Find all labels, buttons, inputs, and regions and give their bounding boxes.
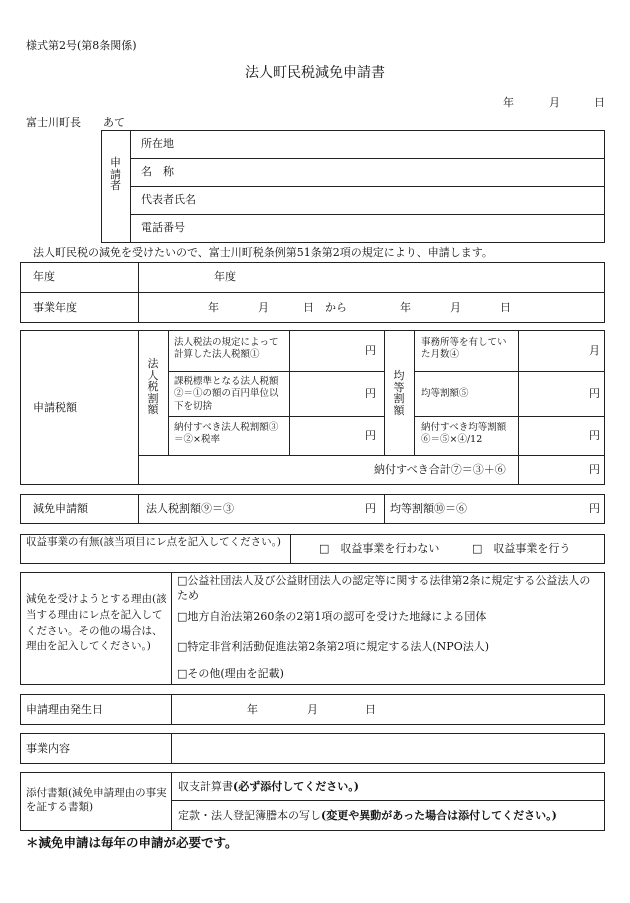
corp-tax-row-1: 法人税法の規定によって計算した法人税額①: [174, 337, 279, 361]
reduction-label: 減免申請額: [33, 502, 88, 515]
date-month: 月: [549, 96, 560, 109]
reduction-equal: 均等割額⑩＝⑥: [390, 502, 467, 515]
fiscal-year-label: 年度: [33, 270, 55, 283]
business-year-label: 事業年度: [33, 301, 77, 314]
applicant-label: 申 請 者: [110, 156, 121, 193]
phone-field[interactable]: 電話番号: [141, 221, 185, 234]
business-year-y2[interactable]: 年: [400, 301, 411, 314]
occurrence-year[interactable]: 年: [247, 703, 258, 716]
reason-option-community[interactable]: □地方自治法第260条の2第1項の認可を受けた地縁による団体: [177, 610, 487, 623]
address-field[interactable]: 所在地: [141, 137, 174, 150]
reason-option-public-interest[interactable]: □公益社団法人及び公益財団法人の認定等に関する法律第2条に規定する公益法人のため: [177, 574, 591, 602]
profit-option-yes[interactable]: □ 収益事業を行う: [472, 542, 571, 555]
attachment-item-2-note: (変更や異動があった場合は添付してください。): [321, 809, 557, 822]
reason-label: 減免を受けようとする理由(該当する理由にレ点を記入してください。その他の場合は、理由を記入してください。): [26, 593, 167, 653]
occurrence-day[interactable]: 日: [365, 703, 376, 716]
date-year: 年: [503, 96, 514, 109]
yen-unit-2: 円: [365, 387, 376, 400]
business-year-d1[interactable]: 日: [303, 301, 314, 314]
equal-tax-row-3: 納付すべき均等割額⑥＝⑤×④/12: [421, 422, 507, 446]
attachment-item-1: [178, 780, 359, 795]
yen-unit-4: 円: [589, 387, 600, 400]
addressee: 富士川町長: [26, 116, 81, 129]
reason-option-npo[interactable]: □特定非営利活動促進法第2条第2項に規定する法人(NPO法人): [177, 640, 490, 653]
yen-unit-5: 円: [589, 429, 600, 442]
corp-tax-row-2: 課税標準となる法人税額②＝①の額の百円単位以下を切捨: [174, 376, 279, 412]
fiscal-year-field[interactable]: 年度: [214, 270, 236, 283]
yen-unit-total: 円: [589, 463, 600, 476]
total-label: 納付すべき合計⑦＝③＋⑥: [374, 463, 506, 476]
reduction-yen-1: 円: [365, 502, 376, 515]
reduction-yen-2: 円: [589, 502, 600, 515]
business-year-from: から: [325, 301, 347, 314]
occurrence-label: 申請理由発生日: [26, 703, 103, 716]
attachments-label: 添付書類(減免申請理由の事実を証する書類): [26, 787, 167, 814]
profit-label: 収益事業の有無(該当項目にレ点を記入してください。): [26, 536, 281, 548]
yen-unit-3: 円: [365, 429, 376, 442]
month-unit: 月: [589, 344, 600, 357]
business-content-field[interactable]: [172, 734, 604, 763]
reduction-box: [20, 494, 605, 524]
name-field[interactable]: 名 称: [141, 165, 174, 178]
equal-tax-row-1: 事務所等を有していた月数④: [421, 337, 507, 361]
corp-tax-row-3: 納付すべき法人税割額③＝②×税率: [174, 422, 279, 446]
intro-text: 法人町民税の減免を受けたいので、富士川町税条例第51条第2項の規定により、申請します。: [33, 246, 493, 259]
representative-field[interactable]: 代表者氏名: [141, 193, 196, 206]
reason-option-other[interactable]: □その他(理由を記載): [177, 667, 284, 680]
attachment-item-1-note: (必ず添付してください。): [233, 780, 359, 793]
page-title: 法人町民税減免申請書: [245, 65, 385, 81]
attachment-item-2-name: 定款・法人登記簿謄本の写し: [178, 809, 321, 822]
yen-unit-1: 円: [365, 344, 376, 357]
date-day: 日: [594, 96, 605, 109]
attachment-item-1-name: 収支計算書: [178, 780, 233, 793]
occurrence-month[interactable]: 月: [307, 703, 318, 716]
business-year-y1[interactable]: 年: [208, 301, 219, 314]
business-year-m2[interactable]: 月: [450, 301, 461, 314]
footer-note: ＊減免申請は毎年の申請が必要です。: [26, 835, 238, 850]
business-label: 事業内容: [26, 742, 70, 755]
tax-amount-label: 申請税額: [33, 401, 77, 414]
business-year-m1[interactable]: 月: [258, 301, 269, 314]
profit-option-none[interactable]: □ 収益事業を行わない: [319, 542, 440, 555]
equal-tax-row-2: 均等割額⑤: [421, 388, 469, 399]
attachment-item-2: [178, 809, 557, 824]
business-year-d2[interactable]: 日: [500, 301, 511, 314]
reduction-corp: 法人税割額⑨＝③: [146, 502, 234, 515]
addressee-suffix: あて: [103, 116, 125, 129]
equal-tax-label: 均 等 割 額: [393, 369, 405, 417]
corp-tax-label: 法 人 税 割 額: [147, 357, 159, 417]
form-number: 様式第2号(第8条関係): [26, 39, 137, 52]
